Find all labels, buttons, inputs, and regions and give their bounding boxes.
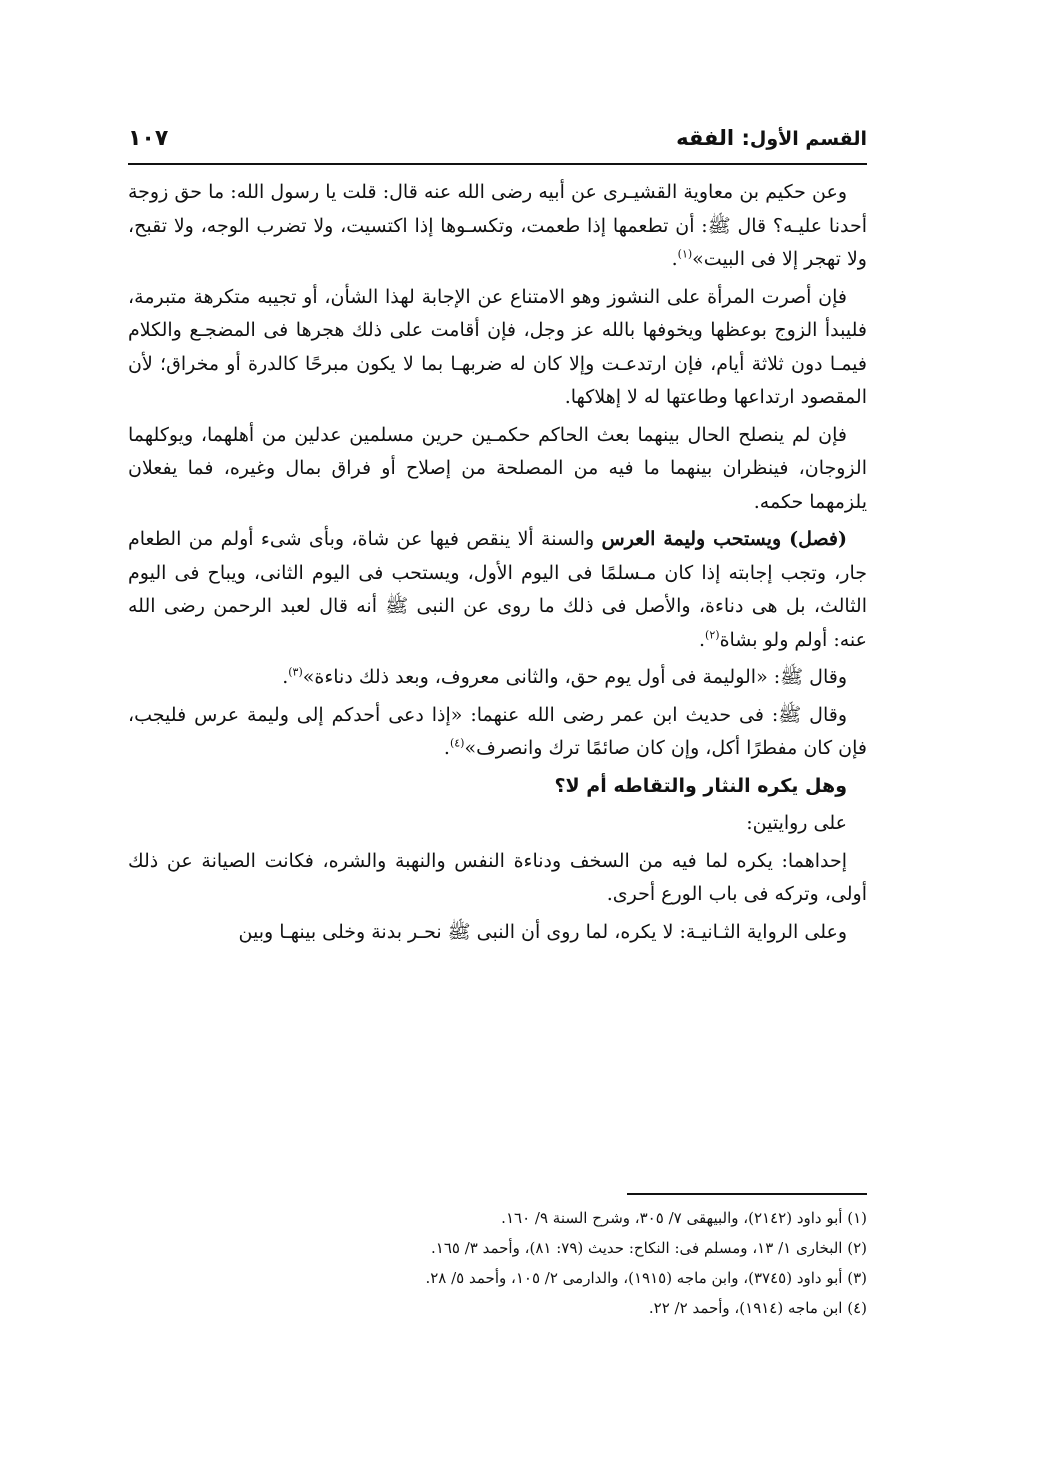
paragraph-text: على روايتين: [746, 812, 847, 834]
running-head [676, 126, 867, 150]
footnote-item: (١) أبو داود (٢١٤٢)، والبيهقى ٧/ ٣٠٥، وشرح السنة ٩/ ١٦٠. [501, 1209, 867, 1227]
paragraph [128, 281, 867, 415]
footnote-marker[interactable]: (١) [677, 247, 693, 261]
paragraph [128, 916, 867, 950]
paragraph-end: . [671, 248, 678, 270]
subheading: وهل يكره النثار والتقاطه أم لا؟ [554, 774, 847, 797]
running-head-section: القسم الأول [749, 128, 867, 150]
running-head-separator: : [741, 126, 750, 150]
page-header [128, 118, 867, 158]
paragraph-end: . [282, 666, 289, 688]
paragraph-text: وعلى الرواية الثـانيـة: لا يكره، لما روى أن النبى ﷺ نحـر بدنة وخلى بينهـا وبين [238, 920, 847, 943]
footnote-item: (٢) البخارى ١/ ١٣، ومسلم فى: النكاح: حديث (٧٩: ٨١)، وأحمد ٣/ ١٦٥. [431, 1239, 867, 1257]
paragraph-text: وعن حكيم بن معاوية القشيـرى عن أبيه رضى الله عنه قال: قلت يا رسول الله: ما حق زوجة أحدنا عليـه؟ قال ﷺ: أن تطعمها إذا طعمت، وتكسـوها إذا اكتسيت، ولا تضرب الوجه، ولا تقبح، ولا تهجر إلا فى البيت» [128, 181, 867, 270]
paragraph-text: وقال ﷺ: فى حديث ابن عمر رضى الله عنهما: «إذا دعى أحدكم إلى وليمة عرس فليجب، فإن كان مفطرًا أكل، وإن كان صائمًا ترك وانصرف» [128, 703, 867, 759]
header-divider [128, 163, 867, 165]
footnotes [128, 1203, 867, 1323]
footnote-marker[interactable]: (٤) [449, 736, 465, 750]
paragraph-text: وقال ﷺ: «الوليمة فى أول يوم حق، والثانى معروف، وبعد ذلك دناءة» [302, 666, 847, 688]
paragraph [128, 419, 867, 520]
paragraph-text: فإن أصرت المرأة على النشوز وهو الامتناع عن الإجابة لهذا الشأن، أو تجيبه متكرهة متبرمة، فليبدأ الزوج بوعظها ويخوفها بالله عز وجل، فإن أقامت على ذلك هجرها فى المضجـع والكلام فيمـا دون ثلاثة أيام، فإن ارتدعـت وإلا كان له ضربهـا بما لا يكون مبرحًا كالدرة أو مخراق؛ لأن المقصود ارتداعها وطاعتها له لا إهلاكها. [128, 285, 867, 408]
running-head-subject: الفقه [676, 126, 735, 150]
paragraph-text: والسنة ألا ينقص فيها عن شاة، وبأى شىء أولم من الطعام جار، وتجب إجابته إذا كان مـسلمًا فى اليوم الأول، ويستحب فى اليوم الثانى، ويباح فى اليوم الثالث، بل هى دناءة، والأصل فى ذلك ما روى عن النبى ﷺ أنه قال لعبد الرحمن رضى الله عنه: أولم ولو بشاة [128, 528, 867, 651]
paragraph [128, 845, 867, 912]
paragraph [128, 523, 867, 657]
paragraph [128, 807, 867, 841]
footnote-divider [627, 1193, 867, 1195]
paragraph-end: . [699, 628, 706, 651]
footnote-marker[interactable]: (٣) [288, 665, 303, 679]
main-text [128, 176, 867, 953]
section-lead: (فصل) ويستحب وليمة العرس [601, 528, 848, 550]
paragraph-text: إحداهما: يكره لما فيه من السخف ودناءة النفس والنهبة والشره، فكانت الصيانة عن ذلك أولى، وتركه فى باب الورع أحرى. [128, 849, 867, 905]
footnote-marker[interactable]: (٢) [705, 628, 720, 642]
paragraph-end: . [443, 737, 450, 759]
paragraph [128, 661, 867, 695]
footnote-item: (٣) أبو داود (٣٧٤٥)، وابن ماجه (١٩١٥)، والدارمى ٢/ ١٠٥، وأحمد ٥/ ٢٨. [425, 1269, 867, 1287]
paragraph-text: فإن لم ينصلح الحال بينهما بعث الحاكم حكمـين حرين مسلمين عدلين من أهلهما، ويوكلهما الزوجان، فينظران بينهما ما فيه من المصلحة من إصلاح أو فراق بمال وغيره، فما يفعلان يلزمهما حكمه. [128, 423, 867, 513]
paragraph [128, 176, 867, 277]
paragraph [128, 699, 867, 766]
page-number: ١٠٧ [128, 125, 169, 151]
footnote-item: (٤) ابن ماجه (١٩١٤)، وأحمد ٢/ ٢٢. [648, 1299, 867, 1317]
